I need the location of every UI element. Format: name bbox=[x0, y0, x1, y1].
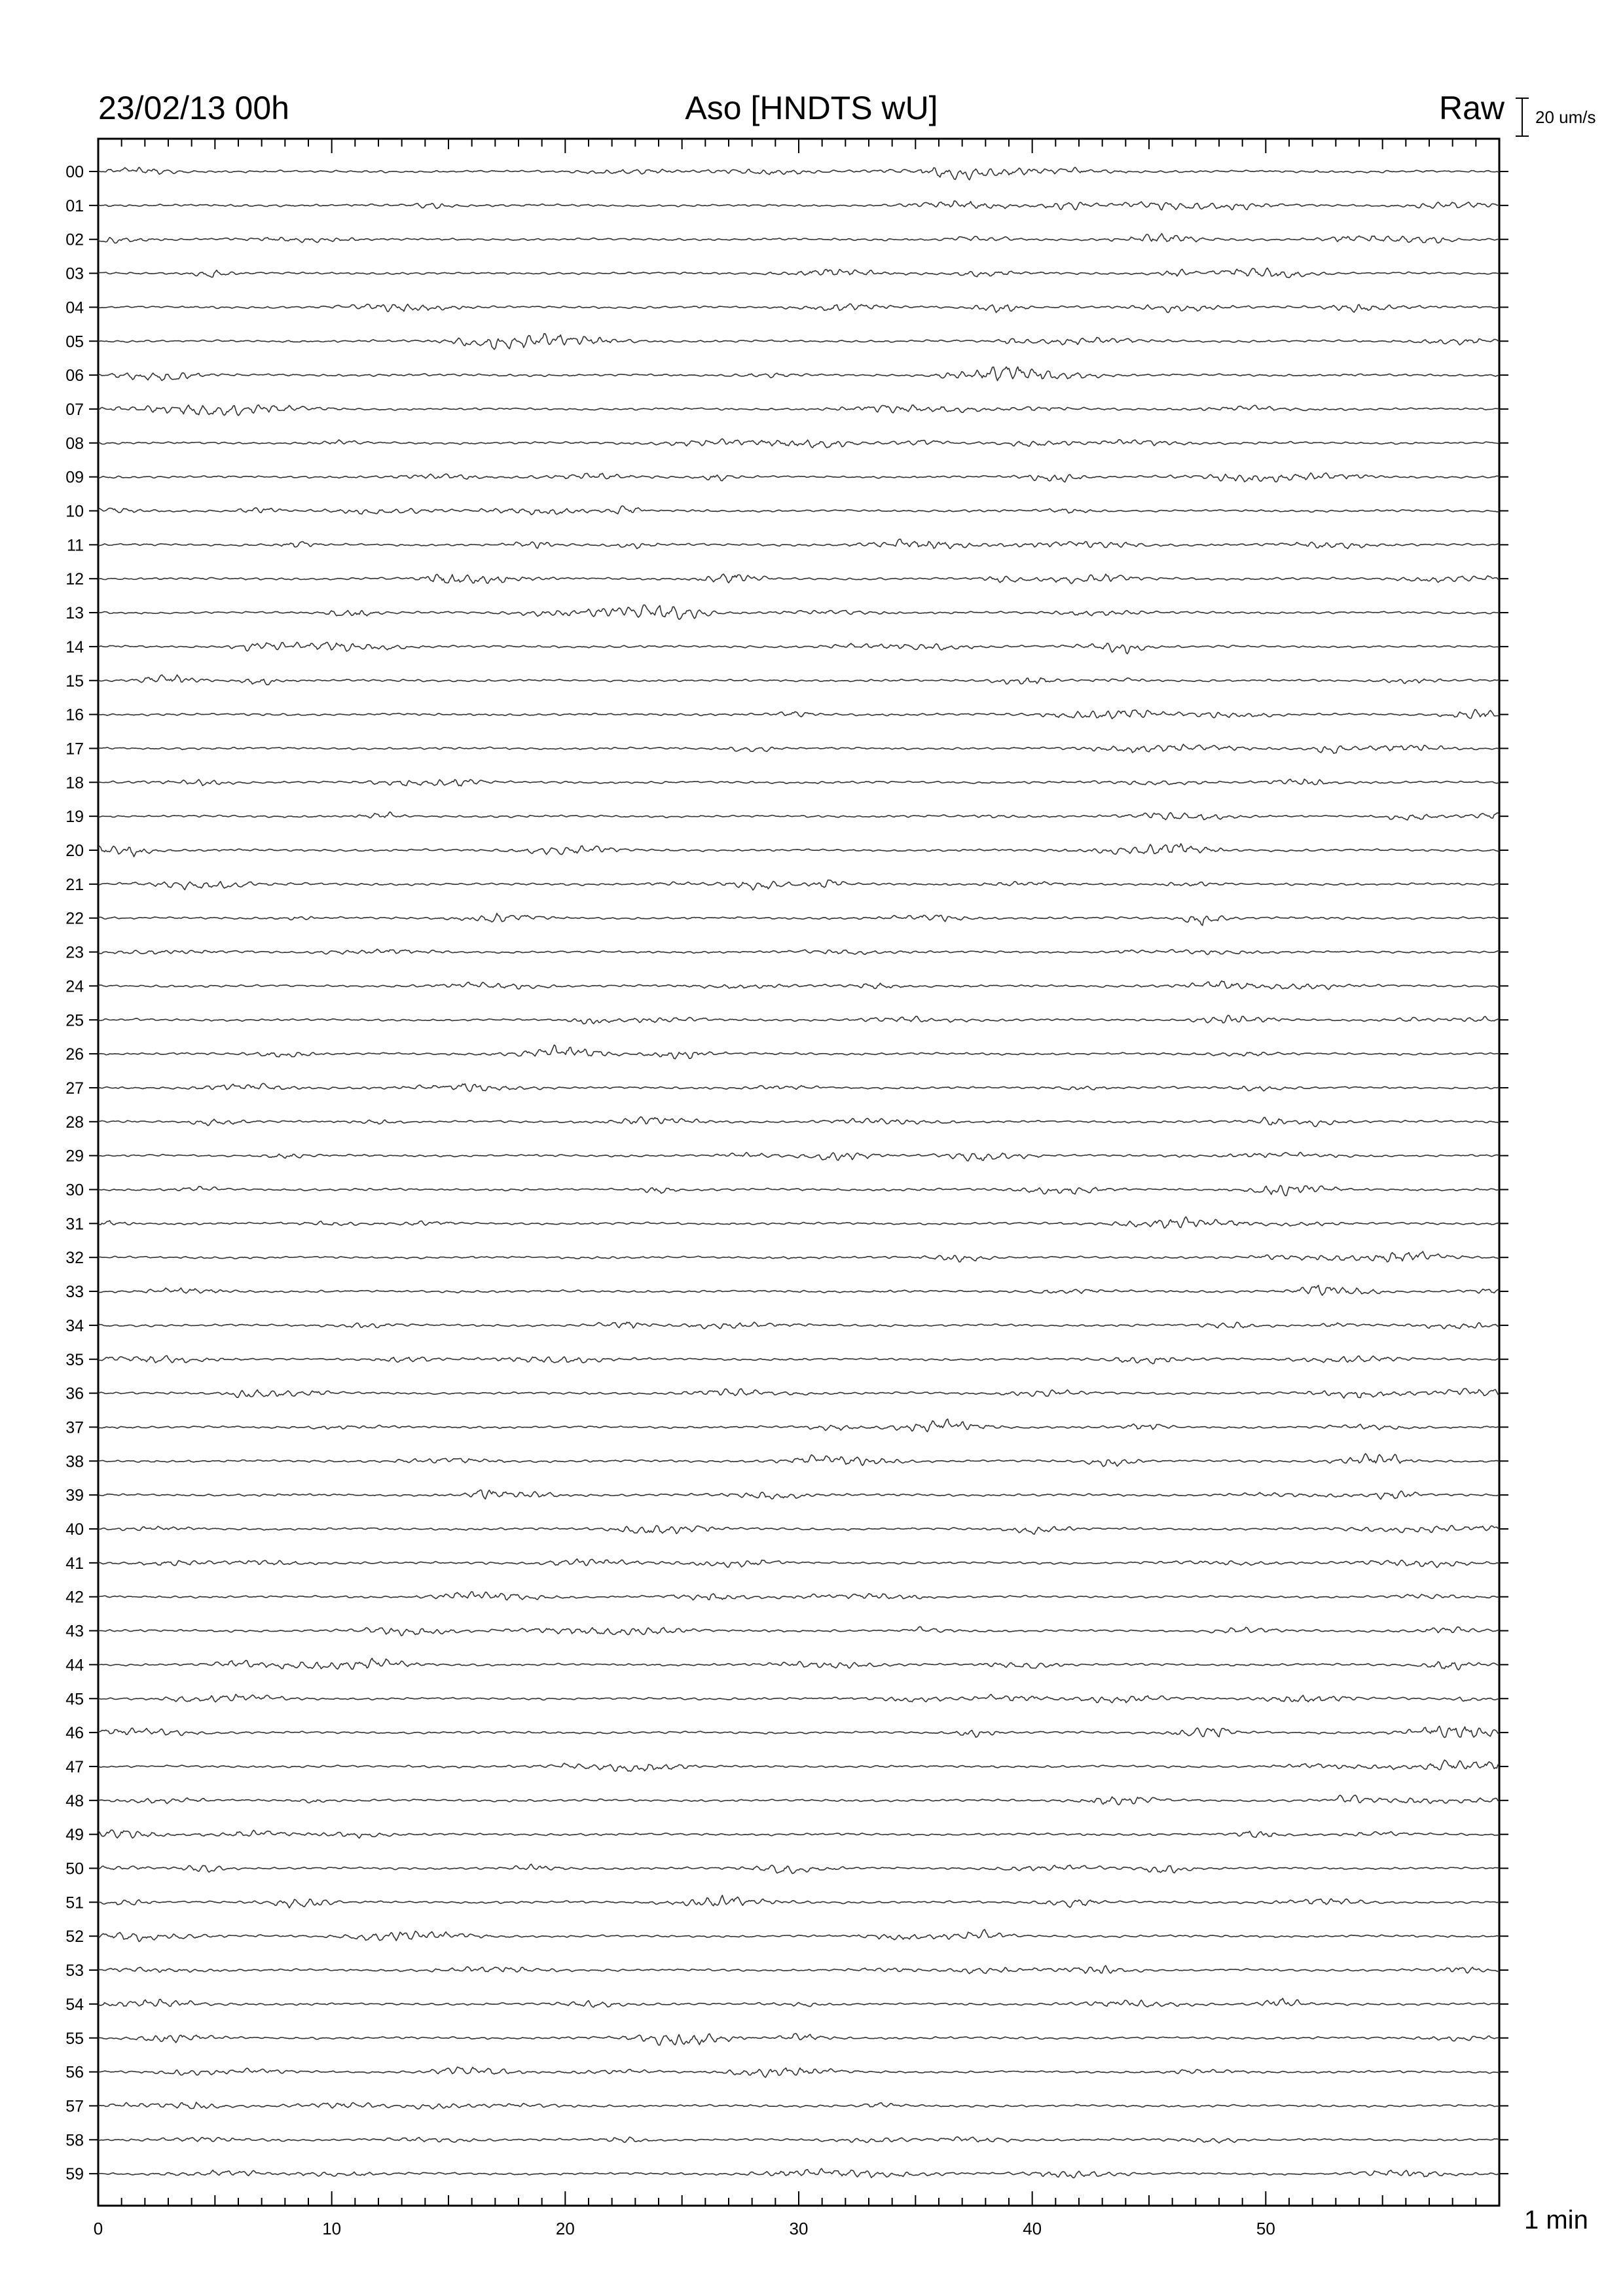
trace-line bbox=[98, 949, 1499, 954]
amplitude-scale-label: 20 um/s bbox=[1535, 107, 1596, 127]
y-tick-label: 22 bbox=[65, 909, 84, 928]
trace-line bbox=[98, 2168, 1499, 2178]
trace-line bbox=[98, 334, 1499, 350]
x-tick-label: 20 bbox=[555, 2219, 575, 2238]
y-tick-label: 12 bbox=[65, 570, 84, 589]
y-tick-label: 01 bbox=[65, 196, 84, 215]
trace-line bbox=[98, 539, 1499, 549]
trace-line bbox=[98, 1695, 1499, 1703]
y-tick-label: 21 bbox=[65, 875, 84, 894]
y-tick-label: 20 bbox=[65, 842, 84, 860]
y-tick-labels bbox=[65, 163, 84, 2183]
trace-line bbox=[98, 473, 1499, 482]
header-mode: Raw bbox=[1438, 90, 1504, 126]
trace-line bbox=[98, 1015, 1499, 1024]
y-tick-label: 55 bbox=[65, 2029, 84, 2048]
trace-line bbox=[98, 1592, 1499, 1600]
y-tick-label: 32 bbox=[65, 1249, 84, 1268]
trace-line bbox=[98, 1355, 1499, 1364]
y-tick-label: 53 bbox=[65, 1962, 84, 1981]
y-tick-label: 09 bbox=[65, 468, 84, 487]
y-tick-label: 27 bbox=[65, 1079, 84, 1098]
trace-line bbox=[98, 880, 1499, 890]
trace-line bbox=[98, 1895, 1499, 1908]
y-tick-label: 38 bbox=[65, 1452, 84, 1471]
y-tick-label: 58 bbox=[65, 2131, 84, 2150]
trace-line bbox=[98, 1795, 1499, 1805]
trace-line bbox=[98, 1285, 1499, 1295]
trace-line bbox=[98, 1185, 1499, 1196]
trace-line bbox=[98, 913, 1499, 925]
trace-line bbox=[98, 981, 1499, 990]
y-tick-label: 42 bbox=[65, 1588, 84, 1607]
trace-line bbox=[98, 1490, 1499, 1499]
trace-line bbox=[98, 168, 1499, 180]
y-tick-label: 33 bbox=[65, 1283, 84, 1302]
y-tick-label: 14 bbox=[65, 637, 84, 656]
y-tick-label: 05 bbox=[65, 332, 84, 351]
trace-line bbox=[98, 1559, 1499, 1568]
y-tick-label: 35 bbox=[65, 1350, 84, 1369]
y-tick-label: 46 bbox=[65, 1724, 84, 1743]
trace-line bbox=[98, 1864, 1499, 1873]
trace-line bbox=[98, 405, 1499, 416]
trace-line bbox=[98, 1322, 1499, 1329]
y-tick-label: 10 bbox=[65, 502, 84, 521]
y-tick-label: 13 bbox=[65, 604, 84, 623]
y-tick-label: 18 bbox=[65, 774, 84, 793]
y-tick-label: 52 bbox=[65, 1928, 84, 1946]
y-tick-label: 30 bbox=[65, 1181, 84, 1200]
y-tick-label: 54 bbox=[65, 1995, 84, 2014]
y-tick-label: 49 bbox=[65, 1825, 84, 1844]
x-tick-label: 10 bbox=[322, 2219, 342, 2238]
trace-line bbox=[98, 1117, 1499, 1126]
y-tick-label: 03 bbox=[65, 264, 84, 283]
y-tick-label: 50 bbox=[65, 1859, 84, 1878]
y-tick-label: 41 bbox=[65, 1554, 84, 1573]
y-tick-label: 44 bbox=[65, 1656, 84, 1675]
trace-line bbox=[98, 1251, 1499, 1262]
trace-line bbox=[98, 1929, 1499, 1942]
y-tick-label: 59 bbox=[65, 2165, 84, 2184]
y-tick-label: 39 bbox=[65, 1486, 84, 1505]
y-tick-label: 25 bbox=[65, 1011, 84, 1030]
trace-line bbox=[98, 1419, 1499, 1432]
y-tick-label: 04 bbox=[65, 298, 84, 317]
trace-line bbox=[98, 2137, 1499, 2143]
amplitude-scale-bar bbox=[1516, 98, 1529, 136]
trace-line bbox=[98, 506, 1499, 514]
y-tick-label: 56 bbox=[65, 2063, 84, 2082]
trace-line bbox=[98, 1998, 1499, 2007]
trace-line bbox=[98, 642, 1499, 654]
x-tick-label: 40 bbox=[1023, 2219, 1042, 2238]
trace-line bbox=[98, 439, 1499, 448]
trace-line bbox=[98, 201, 1499, 210]
trace-line bbox=[98, 675, 1499, 685]
y-tick-label: 34 bbox=[65, 1316, 84, 1335]
y-tick-label: 47 bbox=[65, 1757, 84, 1776]
trace-line bbox=[98, 812, 1499, 819]
y-tick-label: 45 bbox=[65, 1690, 84, 1709]
x-tick-labels bbox=[94, 2219, 1275, 2238]
y-tick-label: 31 bbox=[65, 1215, 84, 1234]
trace-line bbox=[98, 268, 1499, 278]
trace-line bbox=[98, 1454, 1499, 1467]
x-tick-label: 50 bbox=[1256, 2219, 1275, 2238]
trace-line bbox=[98, 2067, 1499, 2077]
y-tick-label: 51 bbox=[65, 1893, 84, 1912]
y-tick-label: 08 bbox=[65, 434, 84, 453]
y-tick-label: 57 bbox=[65, 2097, 84, 2116]
trace-line bbox=[98, 367, 1499, 380]
y-tick-label: 19 bbox=[65, 808, 84, 827]
trace-line bbox=[98, 1760, 1499, 1771]
trace-line bbox=[98, 1045, 1499, 1059]
x-tick-label: 0 bbox=[93, 2219, 103, 2238]
y-tick-label: 16 bbox=[65, 706, 84, 725]
trace-line bbox=[98, 709, 1499, 719]
plot-frame bbox=[98, 139, 1499, 2206]
frame-ticks bbox=[98, 139, 1499, 2206]
trace-line bbox=[98, 2102, 1499, 2109]
trace-line bbox=[98, 2034, 1499, 2045]
y-tick-label: 00 bbox=[65, 163, 84, 181]
y-tick-label: 43 bbox=[65, 1622, 84, 1641]
trace-line bbox=[98, 1726, 1499, 1737]
y-tick-label: 06 bbox=[65, 367, 84, 386]
trace-line bbox=[98, 304, 1499, 312]
y-tick-label: 17 bbox=[65, 740, 84, 759]
trace-line bbox=[98, 844, 1499, 857]
x-tick-label: 30 bbox=[789, 2219, 809, 2238]
y-tick-label: 37 bbox=[65, 1418, 84, 1437]
trace-group bbox=[89, 168, 1508, 2178]
trace-line bbox=[98, 1626, 1499, 1636]
trace-line bbox=[98, 574, 1499, 584]
y-tick-label: 29 bbox=[65, 1147, 84, 1166]
trace-line bbox=[98, 1659, 1499, 1670]
trace-line bbox=[98, 234, 1499, 243]
trace-line bbox=[98, 1388, 1499, 1398]
y-tick-label: 26 bbox=[65, 1045, 84, 1064]
y-tick-label: 24 bbox=[65, 977, 84, 996]
y-tick-label: 11 bbox=[67, 536, 84, 555]
trace-line bbox=[98, 779, 1499, 786]
header-date: 23/02/13 00h bbox=[98, 90, 289, 126]
trace-line bbox=[98, 1217, 1499, 1228]
y-tick-label: 36 bbox=[65, 1384, 84, 1403]
header-station-title: Aso [HNDTS wU] bbox=[685, 90, 938, 126]
trace-line bbox=[98, 744, 1499, 753]
trace-line bbox=[98, 1152, 1499, 1160]
trace-line bbox=[98, 1526, 1499, 1535]
y-tick-label: 48 bbox=[65, 1791, 84, 1810]
y-tick-label: 15 bbox=[65, 672, 84, 691]
trace-line bbox=[98, 1830, 1499, 1838]
trace-line bbox=[98, 1965, 1499, 1974]
y-tick-label: 07 bbox=[65, 400, 84, 419]
x-axis-unit-label: 1 min bbox=[1524, 2206, 1588, 2234]
y-tick-label: 02 bbox=[65, 230, 84, 249]
y-tick-label: 23 bbox=[65, 943, 84, 962]
y-tick-label: 28 bbox=[65, 1113, 84, 1132]
trace-line bbox=[98, 605, 1499, 619]
trace-line bbox=[98, 1083, 1499, 1091]
y-tick-label: 40 bbox=[65, 1520, 84, 1539]
